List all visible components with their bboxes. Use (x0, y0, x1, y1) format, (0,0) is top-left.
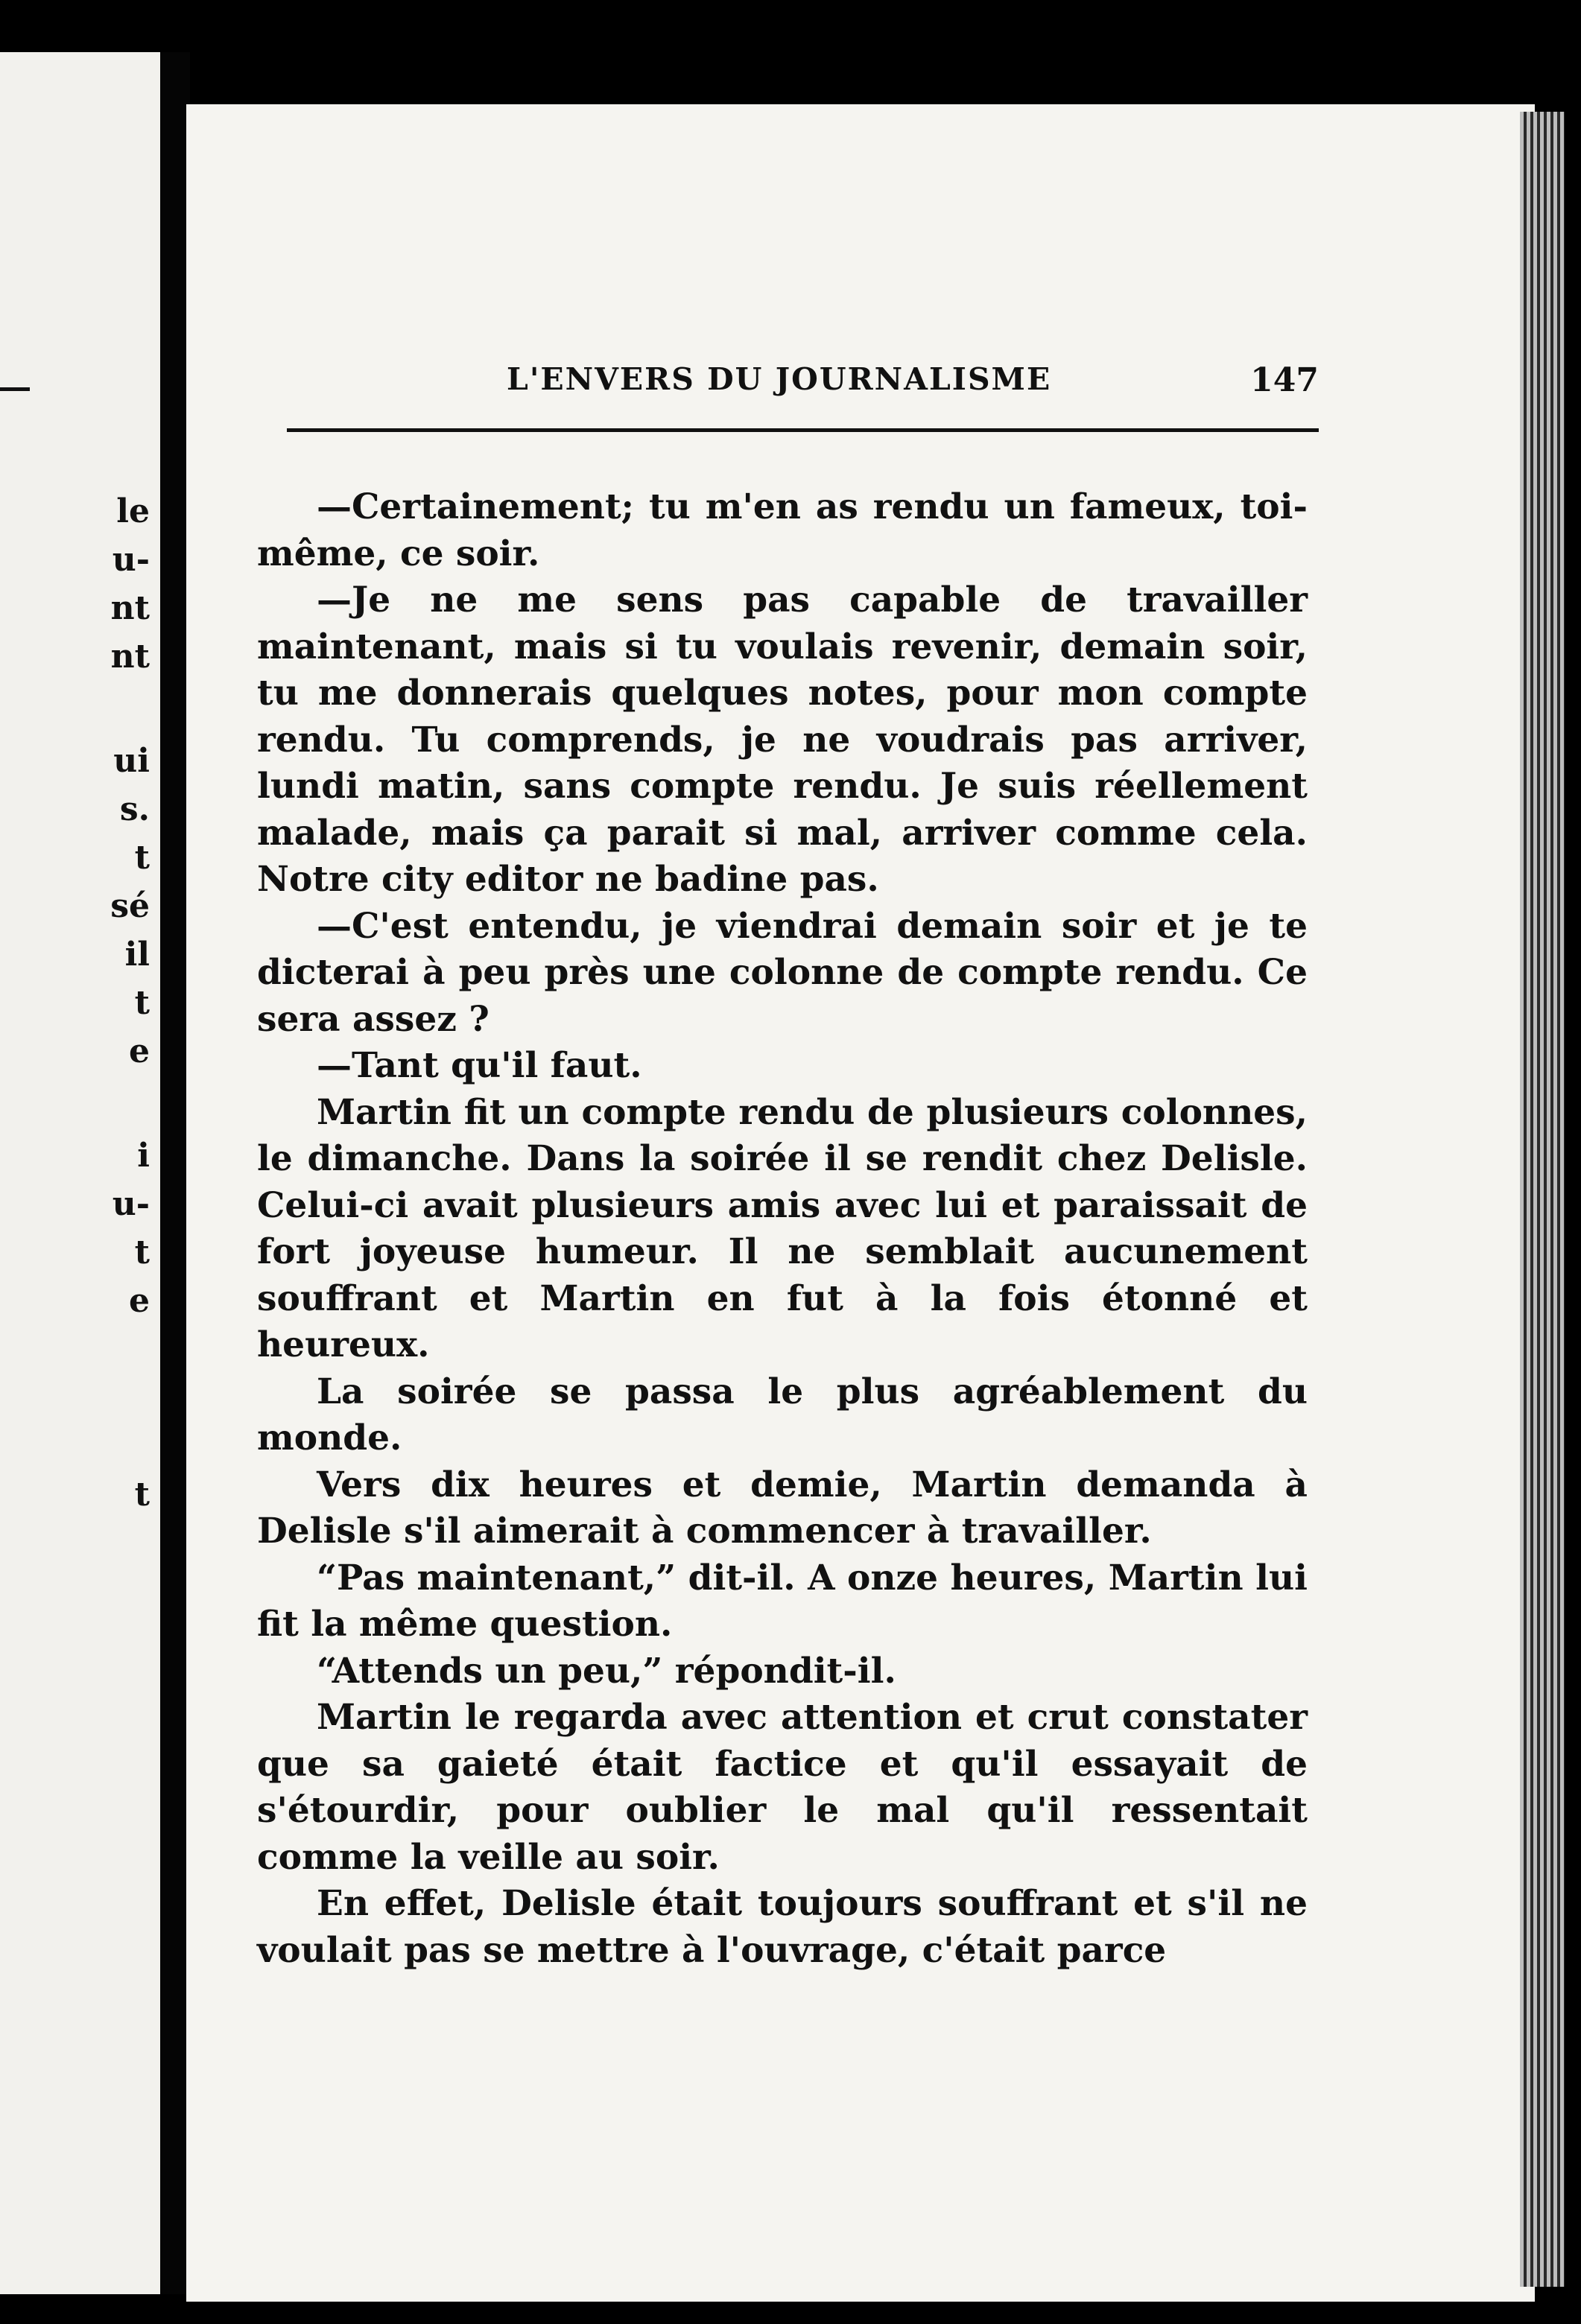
facing-page-fragment: il (124, 936, 150, 974)
page-header (283, 361, 1319, 406)
paragraph: En effet, Delisle était toujours souffrant et s'il ne voulait pas se mettre à l'ouvrage, c'était parce (257, 1883, 1308, 1971)
facing-page-fragment: ui (113, 742, 150, 780)
body-text (257, 484, 1308, 1974)
paragraph: —Je ne me sens pas capable de travailler maintenant, mais si tu voulais revenir, demain soir, tu me donnerais quelques notes, pour mon compte rendu. Tu comprends, je ne voudrais pas arriver, lundi matin, sans compte rendu. Je suis réellement malade, mais ça parait si mal, arriver comme cela. Notre city editor ne badine pas. (257, 580, 1308, 900)
running-title: L'ENVERS DU JOURNALISME (507, 361, 1052, 397)
paragraph: Vers dix heures et demie, Martin demanda à Delisle s'il aimerait à commencer à travailler. (257, 1464, 1308, 1552)
paragraph: “Attends un peu,” répondit-il. (317, 1650, 896, 1692)
facing-page (0, 52, 160, 2294)
paragraph: —Certainement; tu m'en as rendu un fameux, toi-même, ce soir. (257, 486, 1308, 574)
page-number: 147 (1250, 361, 1319, 399)
facing-page-fragment: t (134, 839, 150, 877)
facing-page-fragment: u- (112, 1185, 150, 1223)
facing-page-fragment: s. (119, 790, 150, 828)
paragraph: “Pas maintenant,” dit-il. A onze heures, Martin lui fit la même question. (257, 1557, 1308, 1645)
facing-page-fragment: t (134, 1234, 150, 1271)
facing-page-fragment: i (137, 1137, 150, 1175)
facing-page-fragment: sé (110, 887, 150, 925)
paragraph: —C'est entendu, je viendrai demain soir et je te dicterai à peu près une colonne de compte rendu. Ce sera assez ? (257, 905, 1308, 1040)
facing-page-fragment: e (129, 1032, 150, 1070)
paragraph: —Tant qu'il faut. (317, 1045, 642, 1086)
facing-page-fragment: t (134, 1476, 150, 1514)
facing-page-fragment: nt (110, 589, 150, 627)
facing-page-fragment: le (116, 492, 150, 530)
paragraph: La soirée se passa le plus agréablement du monde. (257, 1371, 1308, 1458)
facing-page-fragment: u- (112, 541, 150, 579)
header-rule (287, 428, 1319, 432)
page-edges (1520, 112, 1565, 2287)
facing-page-fragment: e (129, 1282, 150, 1320)
facing-page-fragment: t (134, 984, 150, 1022)
book-gutter (160, 52, 190, 2294)
facing-page-fragment: nt (110, 638, 150, 676)
paragraph: Martin fit un compte rendu de plusieurs colonnes, le dimanche. Dans la soirée il se rendit chez Delisle. Celui-ci avait plusieurs amis avec lui et paraissait de fort joyeuse humeur. Il ne semblait aucunement souffrant et Martin en fut à la fois étonné et heureux. (257, 1091, 1308, 1365)
facing-page-rule (0, 387, 30, 391)
paragraph: Martin le regarda avec attention et crut constater que sa gaieté était factice et qu'il essayait de s'étourdir, pour oublier le mal qu'il ressentait comme la veille au soir. (257, 1697, 1308, 1878)
